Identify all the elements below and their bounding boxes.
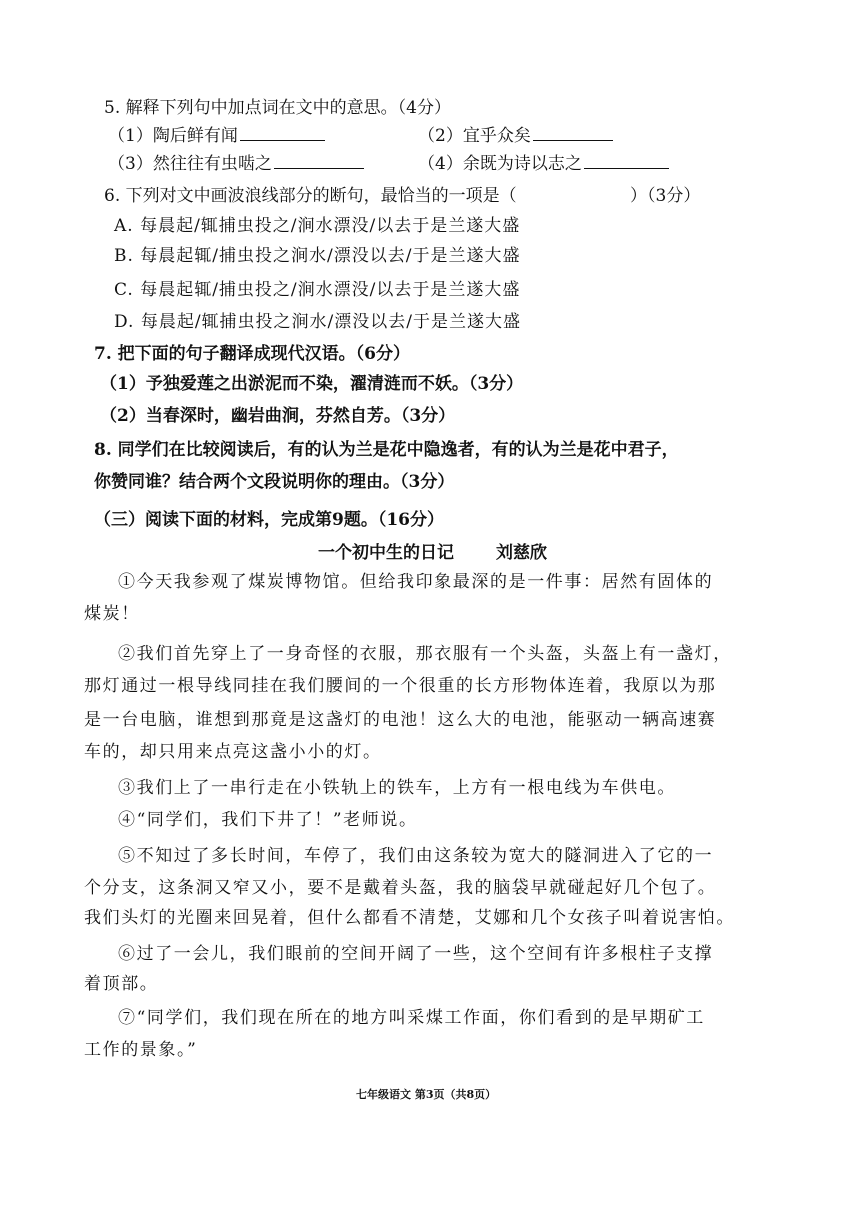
answer-blank[interactable] (533, 139, 613, 141)
passage-line: ③我们上了一串行走在小铁轨上的铁车，上方有一根电线为车供电。 (118, 778, 676, 798)
passage-line: 是一台电脑，谁想到那竟是这盏灯的电池！这么大的电池，能驱动一辆高速赛 (84, 710, 717, 730)
answer-blank[interactable] (274, 167, 364, 169)
q8-line-2: 你赞同谁？结合两个文段说明你的理由。（3分） (94, 472, 455, 492)
q6-option-d[interactable]: D. 每晨起/辄捕虫投之涧水/漂没以去/于是兰遂大盛 (114, 312, 522, 332)
passage-line: 煤炭！ (84, 604, 140, 624)
passage-line: ⑦“同学们，我们现在所在的地方叫采煤工作面，你们看到的是早期矿工 (118, 1008, 705, 1028)
section-heading: （三）阅读下面的材料，完成第9题。（16分） (94, 510, 444, 530)
passage-line: ②我们首先穿上了一身奇怪的衣服，那衣服有一个头盔，头盔上有一盏灯， (118, 644, 732, 664)
passage-author: 刘慈欣 (496, 543, 547, 563)
q8-line-1: 8. 同学们在比较阅读后，有的认为兰是花中隐逸者，有的认为兰是花中君子， (94, 440, 679, 460)
answer-blank[interactable] (584, 167, 669, 169)
q7-title: 7. 把下面的句子翻译成现代汉语。（6分） (94, 344, 410, 364)
passage-line: ⑥过了一会儿，我们眼前的空间开阔了一些，这个空间有许多根柱子支撑 (118, 944, 714, 964)
q6-title: 6. 下列对文中画波浪线部分的断句，最恰当的一项是（ (104, 186, 517, 206)
q5-item-2: （2）宜乎众矣 (418, 124, 613, 148)
passage-line: 那灯通过一根导线同挂在我们腰间的一个很重的长方形物体连着，我原以为那 (84, 676, 717, 696)
q7-item-2: （2）当春深时，幽岩曲涧，芬然自芳。（3分） (100, 406, 456, 426)
q6-option-b[interactable]: B. 每晨起辄/捕虫投之涧水/漂没以去/于是兰遂大盛 (114, 246, 521, 266)
passage-line: 着顶部。 (84, 974, 159, 994)
passage-title: 一个初中生的日记 (318, 543, 454, 563)
passage-line: ①今天我参观了煤炭博物馆。但给我印象最深的是一件事：居然有固体的 (118, 572, 714, 592)
q5-title: 5. 解释下列句中加点词在文中的意思。（4分） (104, 98, 451, 118)
q5-item-1: （1）陶后鲜有闻 (108, 124, 325, 148)
q6-option-c[interactable]: C. 每晨起辄/捕虫投之/涧水漂没/以去于是兰遂大盛 (114, 280, 521, 300)
passage-line: ⑤不知过了多长时间，车停了，我们由这条较为宽大的隧洞进入了它的一 (118, 846, 714, 866)
passage-line: 车的，却只用来点亮这盏小小的灯。 (84, 742, 382, 762)
passage-line: 个分支，这条洞又窄又小，要不是戴着头盔，我的脑袋早就碰起好几个包了。 (84, 878, 717, 898)
answer-blank[interactable] (240, 139, 325, 141)
q5-item-4: （4）余既为诗以志之 (418, 152, 669, 176)
q5-item-3: （3）然往往有虫啮之 (108, 152, 364, 176)
passage-line: 工作的景象。” (84, 1040, 198, 1060)
page-footer: 七年级语文 第3页（共8页） (356, 1088, 497, 1101)
q6-option-a[interactable]: A. 每晨起/辄捕虫投之/涧水漂没/以去于是兰遂大盛 (114, 216, 521, 236)
q7-item-1: （1）予独爱莲之出淤泥而不染，濯清涟而不妖。（3分） (100, 374, 524, 394)
passage-line: ④“同学们，我们下井了！”老师说。 (118, 810, 418, 830)
passage-line: 我们头灯的光圈来回晃着，但什么都看不清楚，艾娜和几个女孩子叫着说害怕。 (84, 908, 735, 928)
q6-score: ）（3分） (630, 186, 701, 206)
